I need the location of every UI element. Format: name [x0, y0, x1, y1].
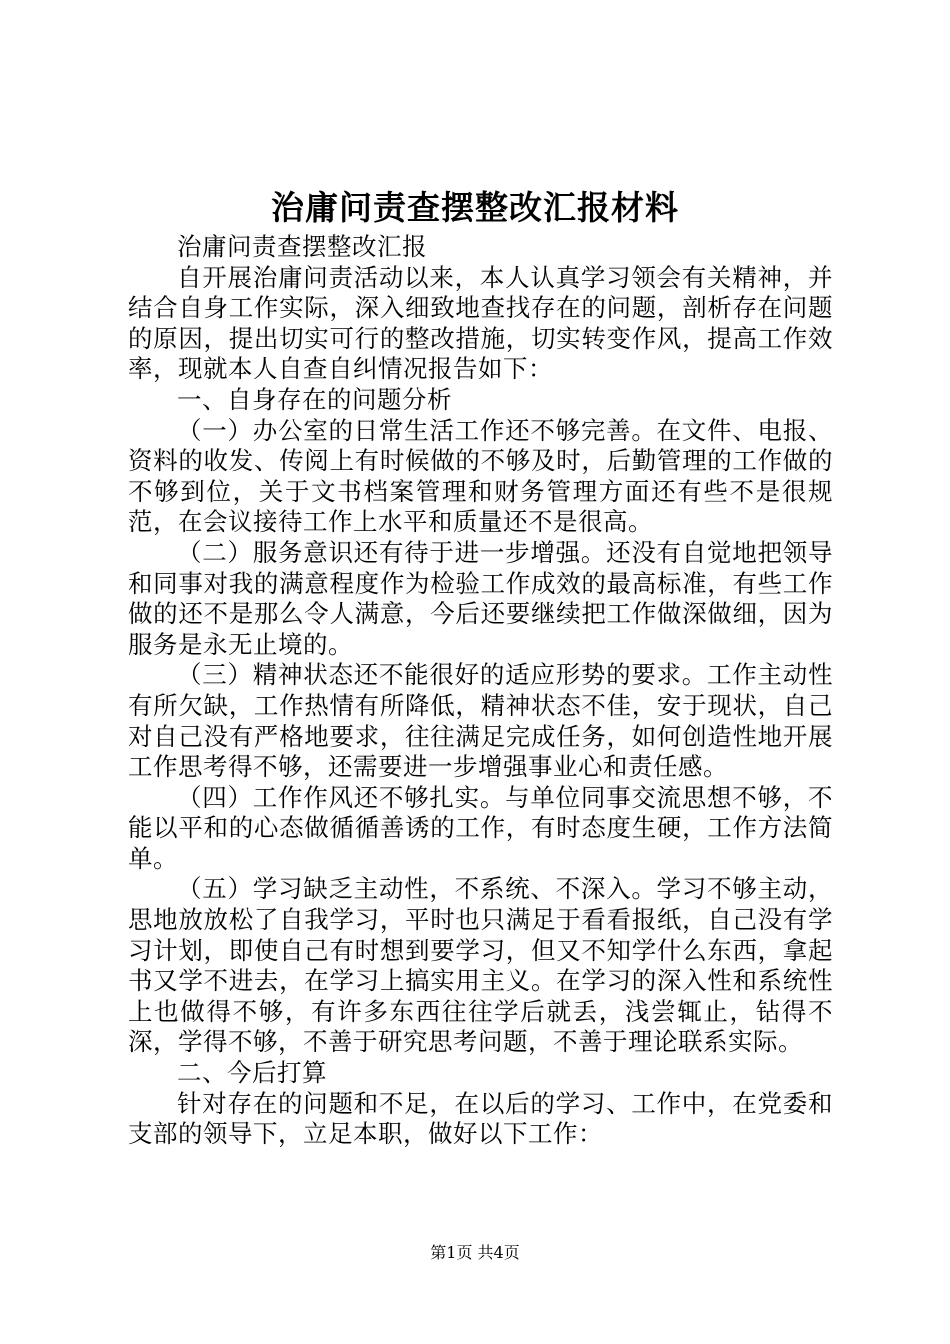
paragraph-issue-1: （一）办公室的日常生活工作还不够完善。在文件、电报、资料的收发、传阅上有时候做的不够及时，后勤管理的工作做的不够到位，关于文书档案管理和财务管理方面还有些不是很规范，在会议接待工作上水平和质量还不是很高。: [128, 415, 833, 537]
paragraph-issue-3: （三）精神状态还不能很好的适应形势的要求。工作主动性有所欠缺，工作热情有所降低，精神状态不佳，安于现状，自己对自己没有严格地要求，往往满足完成任务，如何创造性地开展工作思考得不够，还需要进一步增强事业心和责任感。: [128, 660, 833, 782]
paragraph-subtitle: 治庸问责查摆整改汇报: [177, 232, 427, 261]
paragraph-issue-5: （五）学习缺乏主动性，不系统、不深入。学习不够主动，思地放放松了自我学习，平时也只满足于看看报纸，自己没有学习计划，即使自己有时想到要学习，但又不知学什么东西，拿起书又学不进去，在学习上搞实用主义。在学习的深入性和系统性上也做得不够，有许多东西往往学后就丢，浅尝辄止，钻得不深，学得不够，不善于研究思考问题，不善于理论联系实际。: [128, 874, 833, 1057]
section-heading-2: 二、今后打算: [177, 1058, 327, 1088]
paragraph-plan: 针对存在的问题和不足，在以后的学习、工作中，在党委和支部的领导下，立足本职，做好以下工作：: [128, 1088, 833, 1149]
paragraph-issue-2: （二）服务意识还有待于进一步增强。还没有自觉地把领导和同事对我的满意程度作为检验工作成效的最高标准，有些工作做的还不是那么令人满意，今后还要继续把工作做深做细，因为服务是永无止境的。: [128, 537, 833, 659]
section-heading-1: 一、自身存在的问题分析: [177, 384, 452, 414]
document-title: 治庸问责查摆整改汇报材料: [271, 188, 679, 227]
page-number-footer: 第1页 共4页: [430, 1243, 520, 1262]
document-body: [128, 232, 833, 1150]
paragraph-issue-4: （四）工作作风还不够扎实。与单位同事交流思想不够，不能以平和的心态做循循善诱的工作，有时态度生硬，工作方法简单。: [128, 782, 833, 873]
paragraph-intro: 自开展治庸问责活动以来，本人认真学习领会有关精神，并结合自身工作实际，深入细致地查找存在的问题，剖析存在问题的原因，提出切实可行的整改措施，切实转变作风，提高工作效率，现就本人自查自纠情况报告如下：: [128, 262, 833, 384]
